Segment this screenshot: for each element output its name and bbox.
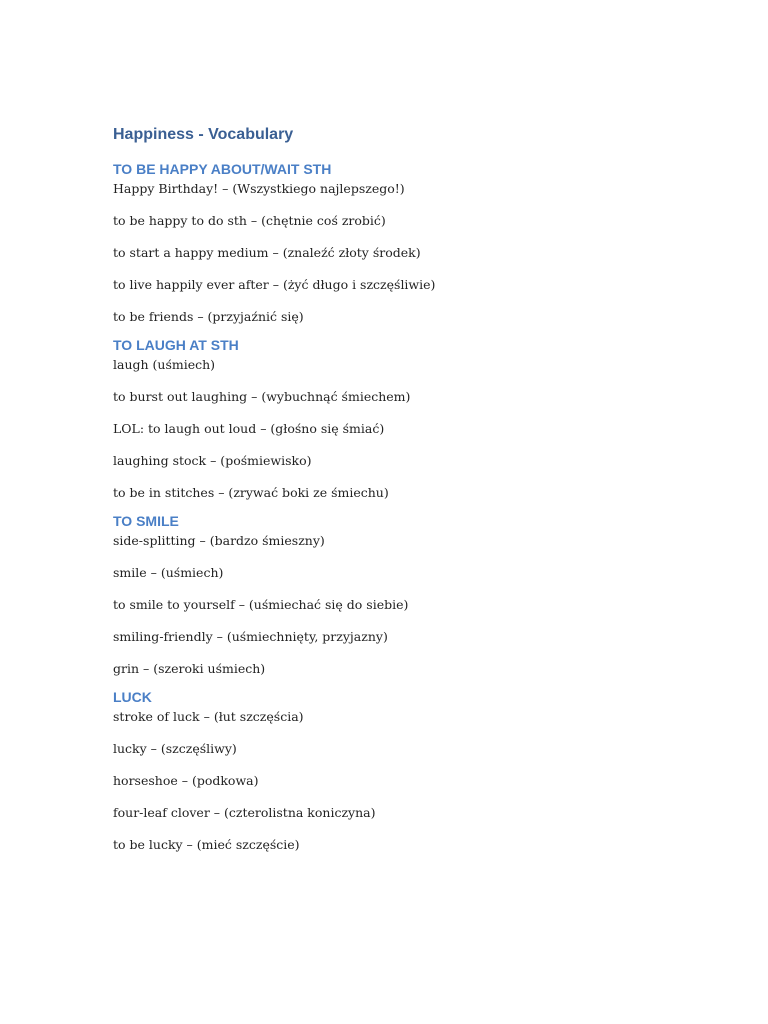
section-smile [113,512,713,676]
vocabulary-entry: laugh (uśmiech) [113,357,216,372]
vocabulary-entry: to burst out laughing – (wybuchnąć śmiechem) [113,389,411,404]
vocabulary-entry: to start a happy medium – (znaleźć złoty środek) [113,245,421,260]
vocabulary-entry: smiling-friendly – (uśmiechnięty, przyjazny) [113,629,388,644]
vocabulary-entry: LOL: to laugh out loud – (głośno się śmiać) [113,421,385,436]
section-luck [113,688,713,852]
vocabulary-entry: side-splitting – (bardzo śmieszny) [113,533,325,548]
section-heading: TO SMILE [113,513,179,529]
section-heading: TO BE HAPPY ABOUT/WAIT STH [113,161,332,177]
vocabulary-entry: Happy Birthday! – (Wszystkiego najlepszego!) [113,181,405,196]
section-heading: LUCK [113,689,152,705]
document-page [113,124,713,864]
vocabulary-entry: to be friends – (przyjaźnić się) [113,309,304,324]
vocabulary-entry: horseshoe – (podkowa) [113,773,259,788]
section-happy [113,160,713,324]
vocabulary-entry: stroke of luck – (łut szczęścia) [113,709,304,724]
vocabulary-entry: smile – (uśmiech) [113,565,224,580]
vocabulary-entry: to be lucky – (mieć szczęście) [113,837,300,852]
vocabulary-entry: to live happily ever after – (żyć długo i szczęśliwie) [113,277,436,292]
document-title: Happiness - Vocabulary [113,126,294,143]
section-laugh [113,336,713,500]
vocabulary-entry: grin – (szeroki uśmiech) [113,661,266,676]
vocabulary-entry: four-leaf clover – (czterolistna koniczyna) [113,805,376,820]
vocabulary-list [113,181,713,324]
section-heading: TO LAUGH AT STH [113,337,239,353]
vocabulary-list [113,709,713,852]
vocabulary-entry: to be in stitches – (zrywać boki ze śmiechu) [113,485,389,500]
vocabulary-list [113,533,713,676]
vocabulary-entry: lucky – (szczęśliwy) [113,741,237,756]
vocabulary-entry: to smile to yourself – (uśmiechać się do siebie) [113,597,409,612]
vocabulary-entry: laughing stock – (pośmiewisko) [113,453,312,468]
vocabulary-list [113,357,713,500]
vocabulary-entry: to be happy to do sth – (chętnie coś zrobić) [113,213,386,228]
